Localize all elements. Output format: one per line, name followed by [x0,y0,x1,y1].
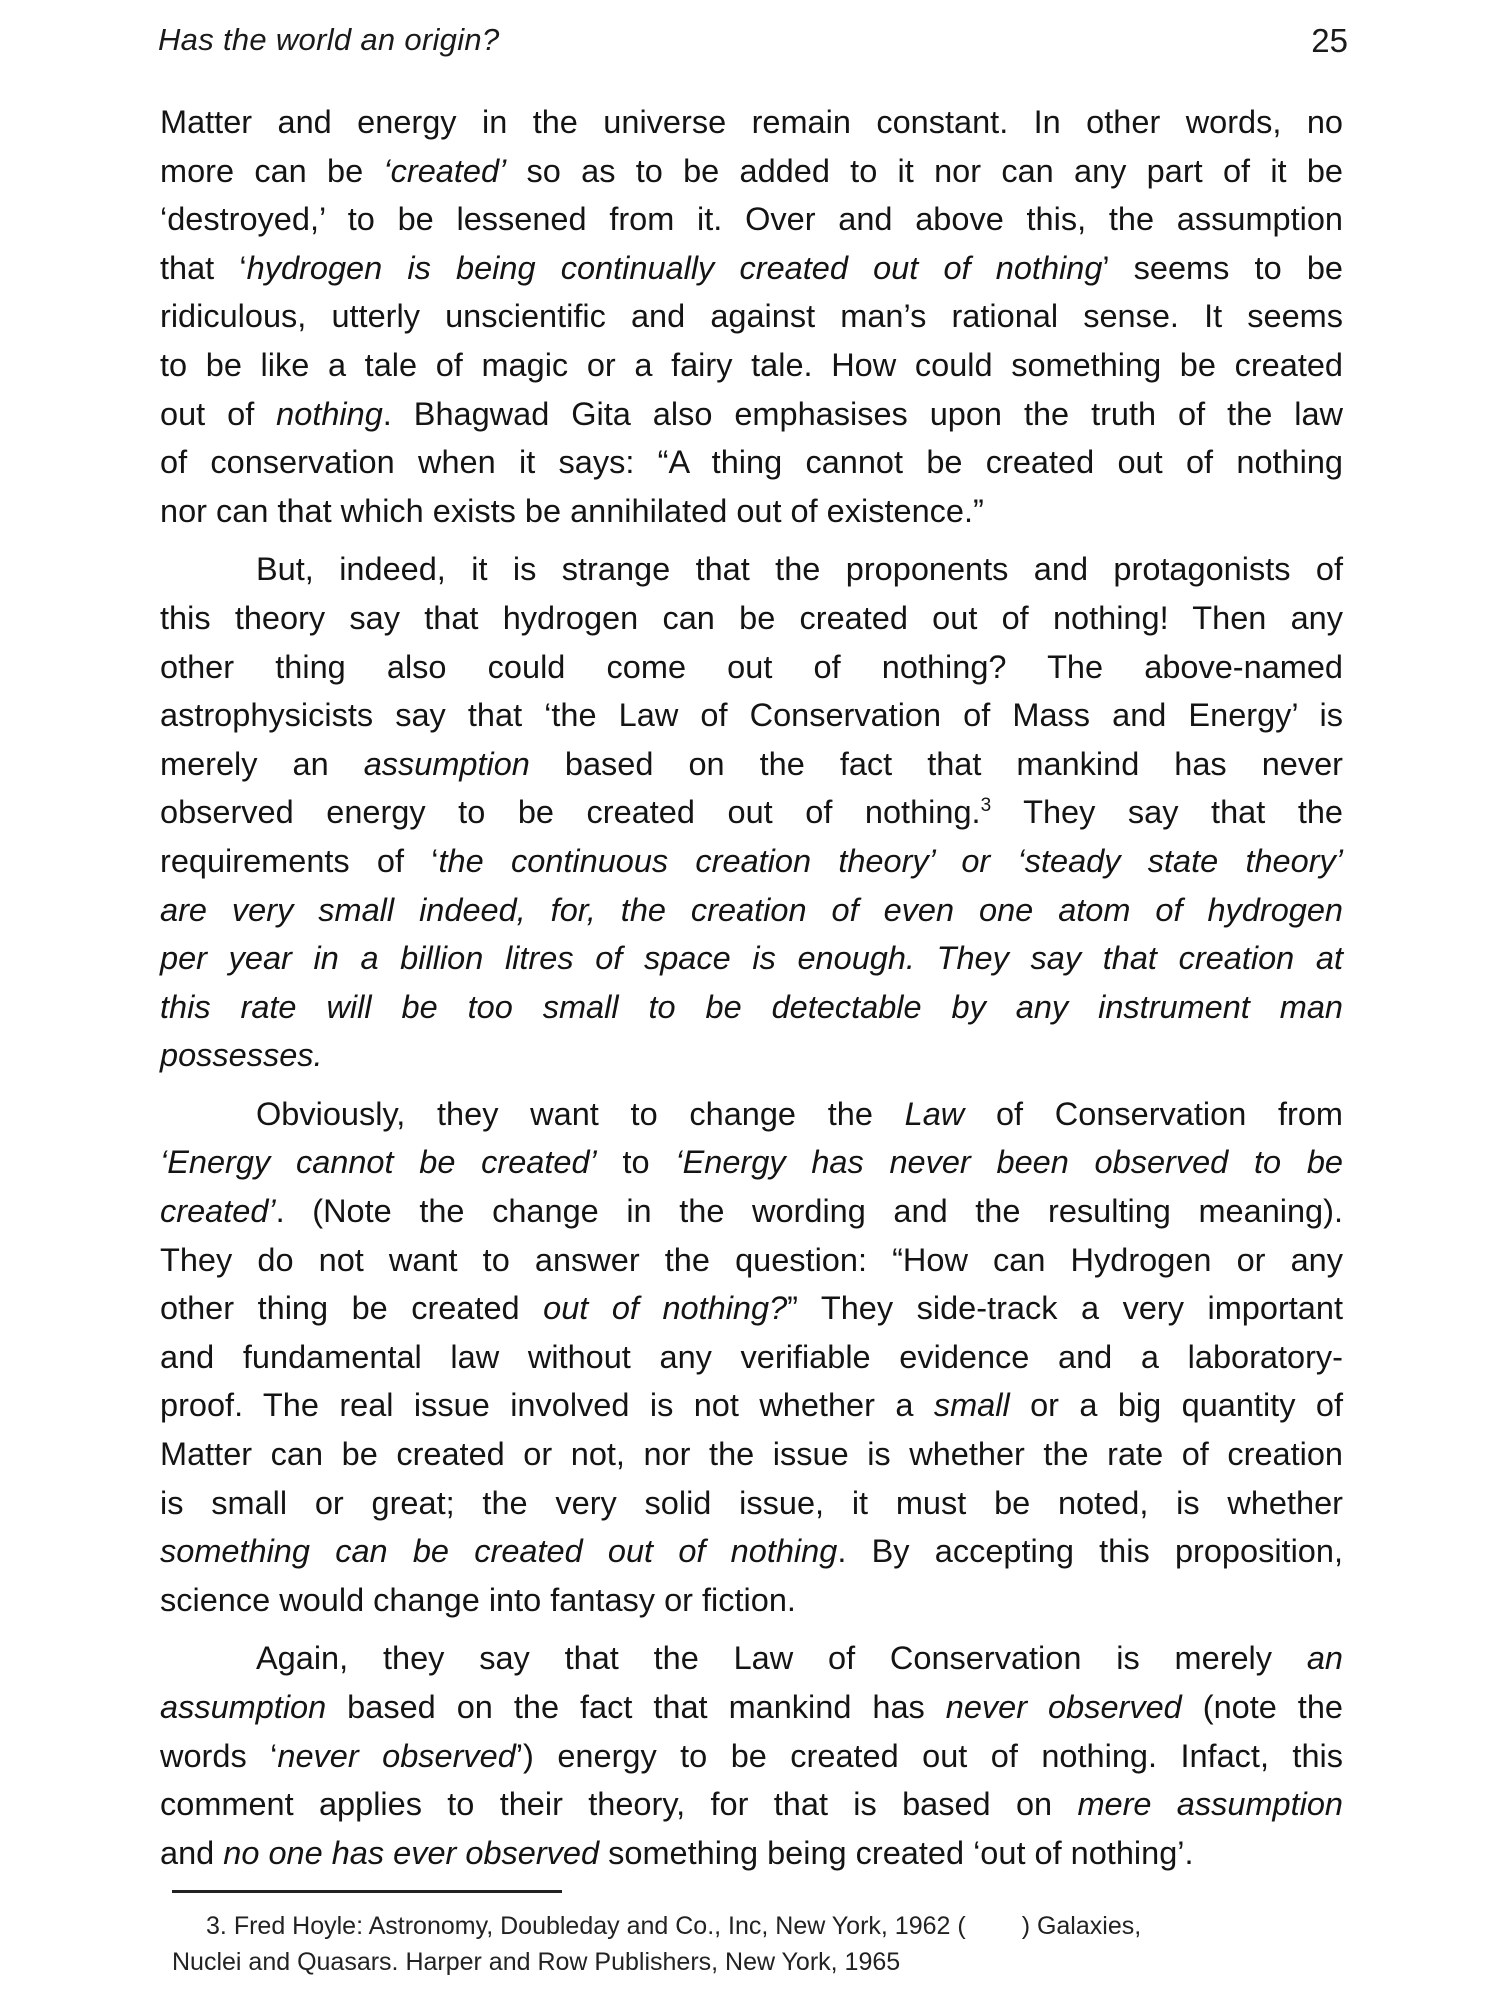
text-line [160,1090,1343,1139]
paragraph [160,98,1343,535]
text-segment: Obviously, they want to change the [256,1095,905,1132]
text-line [160,740,1343,789]
italic-text: out of nothing? [543,1290,788,1327]
text-line [160,1381,1343,1430]
text-segment: Matter can be created or not, nor the issue is whether the rate of creation [160,1436,1343,1473]
text-segment: of Conservation from [964,1095,1344,1132]
italic-text: per year in a billion litres of space is enough. They say that creation at [160,940,1343,977]
text-line [160,691,1343,740]
paragraph-spacer [160,1624,1343,1634]
page-number: 25 [1311,22,1348,59]
italic-text: are very small indeed, for, the creation of even one atom of hydrogen [160,891,1343,928]
italic-text: mere assumption [1077,1786,1344,1823]
text-segment: ’ seems to be [1102,249,1343,286]
italic-text: an [1306,1640,1343,1677]
text-segment: Again, they say that the Law of Conservation is merely [256,1640,1307,1677]
text-line [160,1732,1343,1781]
italic-text: the continuous creation theory’ or ‘steady state theory’ [438,842,1344,879]
text-segment: more can be [160,152,384,189]
text-line [160,545,1343,594]
body-text [160,98,1343,1877]
text-segment: ” They side-track a very important [787,1290,1343,1327]
text-line [160,1333,1343,1382]
paragraph-spacer [160,1080,1343,1090]
text-line [160,341,1343,390]
text-segment: ‘destroyed,’ to be lessened from it. Over and above this, the assumption [160,201,1343,238]
italic-text: assumption [160,1689,327,1725]
text-segment: and fundamental law without any verifiable evidence and a laboratory- [160,1338,1343,1375]
text-line [160,390,1343,439]
text-segment: But, indeed, it is strange that the proponents and protagonists of [256,551,1343,588]
italic-text: never observed [945,1689,1182,1725]
text-segment: based on the fact that mankind has [326,1689,946,1725]
footnote-text-part-1: Fred Hoyle: Astronomy, Doubleday and Co., Inc, New York, 1962 ( [233,1912,966,1940]
text-line [160,1479,1343,1528]
text-segment: . Bhagwad Gita also emphasises upon the truth of the law [382,395,1343,432]
italic-text: hydrogen is being continually created out of nothing [246,249,1103,286]
italic-text: ‘Energy has never been observed to be [675,1144,1343,1181]
text-segment: and [160,1834,224,1871]
text-segment: They say that the [991,794,1343,831]
italic-text: never observed [277,1737,516,1774]
text-segment: nor can that which exists be annihilated out of existence.” [160,492,984,529]
text-line [160,1576,1343,1625]
text-segment: other thing be created [160,1290,544,1327]
paragraph [160,1634,1343,1877]
paragraph-spacer [160,535,1343,545]
text-segment: something being created ‘out of nothing’. [599,1834,1194,1871]
text-segment: proof. The real issue involved is not whether a [160,1387,934,1424]
text-line [160,643,1343,692]
text-line [160,244,1343,293]
italic-text: small [933,1387,1010,1424]
text-segment: to [596,1144,676,1181]
text-line [160,594,1343,643]
text-line [160,1430,1343,1479]
text-segment: to be like a tale of magic or a fairy tale. How could something be created [160,346,1343,383]
text-line [160,1527,1343,1576]
text-segment: requirements of ‘ [160,842,439,879]
italic-text: this rate will be too small to be detectable by any instrument man [160,988,1343,1025]
text-segment: so as to be added to it nor can any part of it be [506,152,1344,189]
italic-text: no one has ever observed [223,1834,600,1871]
text-line [160,1138,1343,1187]
text-line [160,1187,1343,1236]
paragraph [160,1090,1343,1625]
italic-text: possesses. [160,1037,323,1074]
footnote-line-2: Nuclei and Quasars. Harper and Row Publishers, New York, 1965 [172,1948,901,1976]
running-header [158,22,1348,66]
text-segment: . (Note the change in the wording and the resulting meaning). [275,1193,1343,1230]
italic-text: assumption [363,745,530,782]
text-line [160,934,1343,983]
text-segment: merely an [160,745,364,782]
text-segment: comment applies to their theory, for that is based on [160,1786,1078,1823]
footnote-text-part-2: ) Galaxies, [1021,1912,1142,1940]
text-line [160,886,1343,935]
running-title: Has the world an origin? [158,22,500,57]
text-line [160,837,1343,886]
text-segment: is small or great; the very solid issue, it must be noted, is whether [160,1484,1343,1521]
text-segment: or a big quantity of [1009,1387,1343,1424]
text-segment: based on the fact that mankind has never [529,745,1343,782]
text-line [160,98,1343,147]
paragraph [160,545,1343,1080]
text-line [160,292,1343,341]
text-segment: out of [160,395,277,432]
footnote-divider [172,1890,562,1893]
text-line [160,983,1343,1032]
text-line [160,1829,1343,1878]
footnote [172,1908,1352,1980]
text-segment: science would change into fantasy or fiction. [160,1581,796,1618]
text-segment: astrophysicists say that ‘the Law of Conservation of Mass and Energy’ is [160,697,1343,734]
text-segment: that ‘ [160,249,247,286]
text-line [160,438,1343,487]
text-segment: of conservation when it says: “A thing cannot be created out of nothing [160,444,1343,481]
italic-text: ‘Energy cannot be created’ [160,1144,597,1181]
text-line [160,1634,1343,1683]
footnote-number: 3. [206,1912,227,1940]
text-line [160,147,1343,196]
text-segment: Matter and energy in the universe remain constant. In other words, no [160,104,1343,140]
text-line [160,1683,1343,1732]
text-segment: other thing also could come out of nothing? The above-named [160,648,1343,685]
italic-text: something can be created out of nothing [160,1533,838,1570]
italic-text: created’ [160,1193,276,1230]
footnote-reference: 3 [980,795,992,817]
text-segment: (note the [1181,1689,1343,1725]
text-segment: ridiculous, utterly unscientific and against man’s rational sense. It seems [160,298,1343,335]
text-segment: observed energy to be created out of nothing. [160,794,981,831]
text-line [160,788,1343,837]
text-line [160,195,1343,244]
italic-text: Law [904,1095,965,1132]
text-line [160,487,1343,536]
text-line [160,1031,1343,1080]
text-segment: They do not want to answer the question: “How can Hydrogen or any [160,1241,1343,1278]
italic-text: ‘created’ [383,152,507,189]
italic-text: nothing [276,395,383,432]
text-segment: ’) energy to be created out of nothing. Infact, this [515,1737,1343,1774]
text-line [160,1236,1343,1285]
text-segment: words ‘ [160,1737,278,1774]
text-segment: this theory say that hydrogen can be created out of nothing! Then any [160,599,1343,636]
text-segment: . By accepting this proposition, [837,1533,1343,1570]
text-line [160,1780,1343,1829]
text-line [160,1284,1343,1333]
footnote-line-1 [172,1908,1352,1944]
